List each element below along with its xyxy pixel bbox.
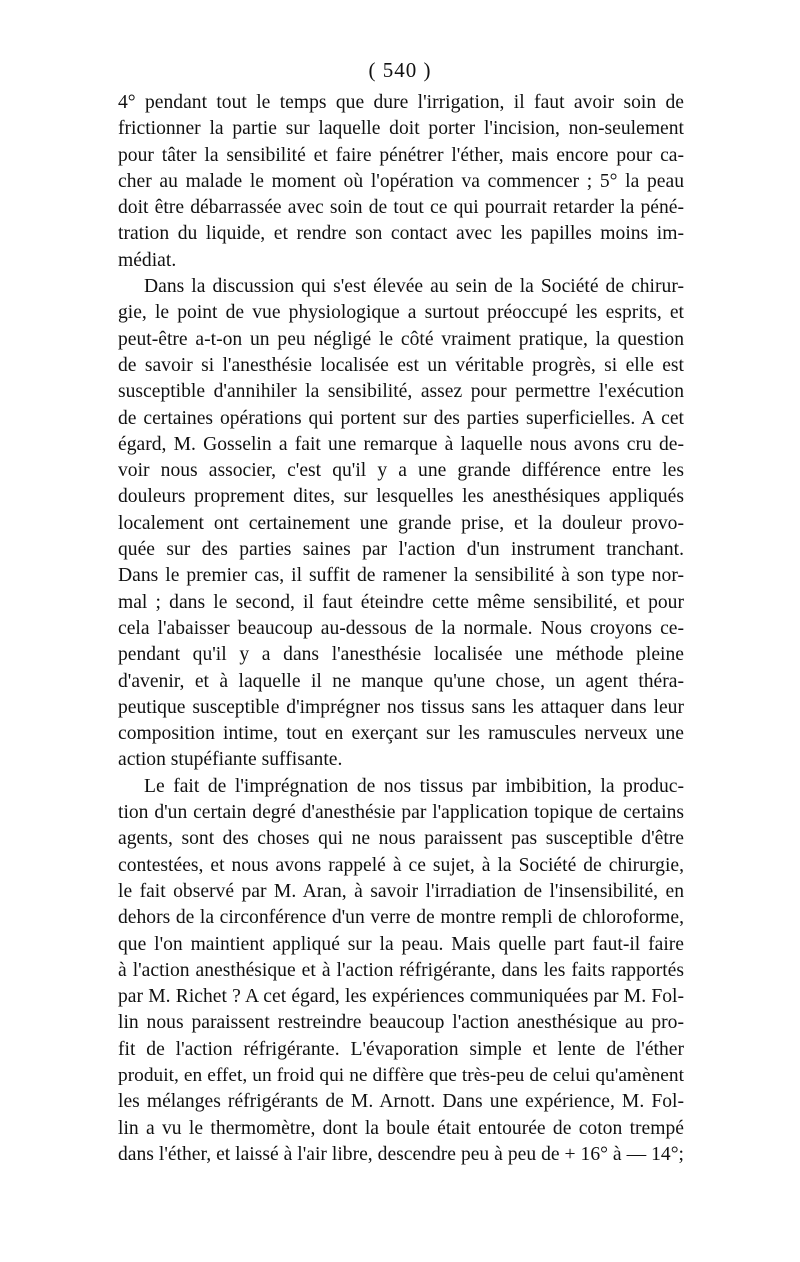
text-line: lin a vu le thermomètre, dont la boule était entourée de coton trempé xyxy=(118,1117,684,1139)
text-line: les mélanges réfrigérants de M. Arnott. Dans une expérience, M. Fol- xyxy=(118,1091,684,1113)
text-line: pendant qu'il y a dans l'anesthésie localisée une méthode pleine xyxy=(118,644,684,666)
text-line: cela l'abaisser beaucoup au-dessous de la normale. Nous croyons ce- xyxy=(118,617,684,639)
text-line: à l'action anesthésique et à l'action réfrigérante, dans les faits rapportés xyxy=(118,959,684,981)
text-line: susceptible d'annihiler la sensibilité, assez pour permettre l'exécution xyxy=(118,381,684,403)
text-line: fit de l'action réfrigérante. L'évaporation simple et lente de l'éther xyxy=(118,1038,684,1060)
paragraph-2 xyxy=(118,274,684,774)
text-line: peut-être a-t-on un peu négligé le côté vraiment pratique, la question xyxy=(118,328,684,350)
text-line: Dans le premier cas, il suffit de ramener la sensibilité à son type nor- xyxy=(118,565,684,587)
text-line: tion d'un certain degré d'anesthésie par l'application topique de certains xyxy=(118,802,684,824)
text-line: d'avenir, et à laquelle il ne manque qu'une chose, un agent théra- xyxy=(118,670,684,692)
text-line: frictionner la partie sur laquelle doit porter l'incision, non-seulement xyxy=(118,118,684,140)
text-line: égard, M. Gosselin a fait une remarque à laquelle nous avons cru de- xyxy=(118,433,684,455)
text-line: Le fait de l'imprégnation de nos tissus par imbibition, la produc- xyxy=(144,775,684,797)
text-line: pour tâter la sensibilité et faire pénétrer l'éther, mais encore pour ca- xyxy=(118,144,684,166)
text-line: tration du liquide, et rendre son contact avec les papilles moins im- xyxy=(118,223,684,245)
text-line: que l'on maintient appliqué sur la peau. Mais quelle part faut-il faire xyxy=(118,933,684,955)
text-line: douleurs proprement dites, sur lesquelles les anesthésiques appliqués xyxy=(118,486,684,508)
page-number: ( 540 ) xyxy=(368,58,432,82)
body-text xyxy=(118,90,684,1168)
text-line: cher au malade le moment où l'opération va commencer ; 5° la peau xyxy=(118,170,684,192)
text-line: localement ont certainement une grande prise, et la douleur provo- xyxy=(118,512,684,534)
text-line: par M. Richet ? A cet égard, les expériences communiquées par M. Fol- xyxy=(118,986,684,1008)
text-line: Dans la discussion qui s'est élevée au sein de la Société de chirur- xyxy=(144,276,684,298)
text-line: composition intime, tout en exerçant sur les ramuscules nerveux une xyxy=(118,723,684,745)
text-line: mal ; dans le second, il faut éteindre cette même sensibilité, et pour xyxy=(118,591,684,613)
text-line: doit être débarrassée avec soin de tout ce qui pourrait retarder la péné- xyxy=(118,197,684,219)
text-line: de savoir si l'anesthésie localisée est un véritable progrès, si elle est xyxy=(118,354,684,376)
text-line: agents, sont des choses qui ne nous paraissent pas susceptible d'être xyxy=(118,828,684,850)
text-line: lin nous paraissent restreindre beaucoup l'action anesthésique au pro- xyxy=(118,1012,684,1034)
text-line: dans l'éther, et laissé à l'air libre, descendre peu à peu de + 16° à — 14°; xyxy=(118,1143,684,1165)
text-line: produit, en effet, un froid qui ne diffère que très-peu de celui qu'amènent xyxy=(118,1064,684,1086)
text-line: dehors de la circonférence d'un verre de montre rempli de chloroforme, xyxy=(118,907,684,929)
text-line: de certaines opérations qui portent sur des parties superficielles. A cet xyxy=(118,407,684,429)
paragraph-1 xyxy=(118,90,684,274)
text-line: médiat. xyxy=(118,249,177,271)
text-line: action stupéfiante suffisante. xyxy=(118,749,343,771)
text-line: voir nous associer, c'est qu'il y a une grande différence entre les xyxy=(118,460,684,482)
text-line: 4° pendant tout le temps que dure l'irrigation, il faut avoir soin de xyxy=(118,92,684,113)
text-line: contestées, et nous avons rappelé à ce sujet, à la Société de chirurgie, xyxy=(118,854,684,876)
text-line: quée sur des parties saines par l'action d'un instrument tranchant. xyxy=(118,539,684,561)
paragraph-3 xyxy=(118,774,684,1168)
text-line: le fait observé par M. Aran, à savoir l'irradiation de l'insensibilité, en xyxy=(118,880,684,902)
text-line: gie, le point de vue physiologique a surtout préoccupé les esprits, et xyxy=(118,302,684,324)
text-line: peutique susceptible d'imprégner nos tissus sans les attaquer dans leur xyxy=(118,696,684,718)
